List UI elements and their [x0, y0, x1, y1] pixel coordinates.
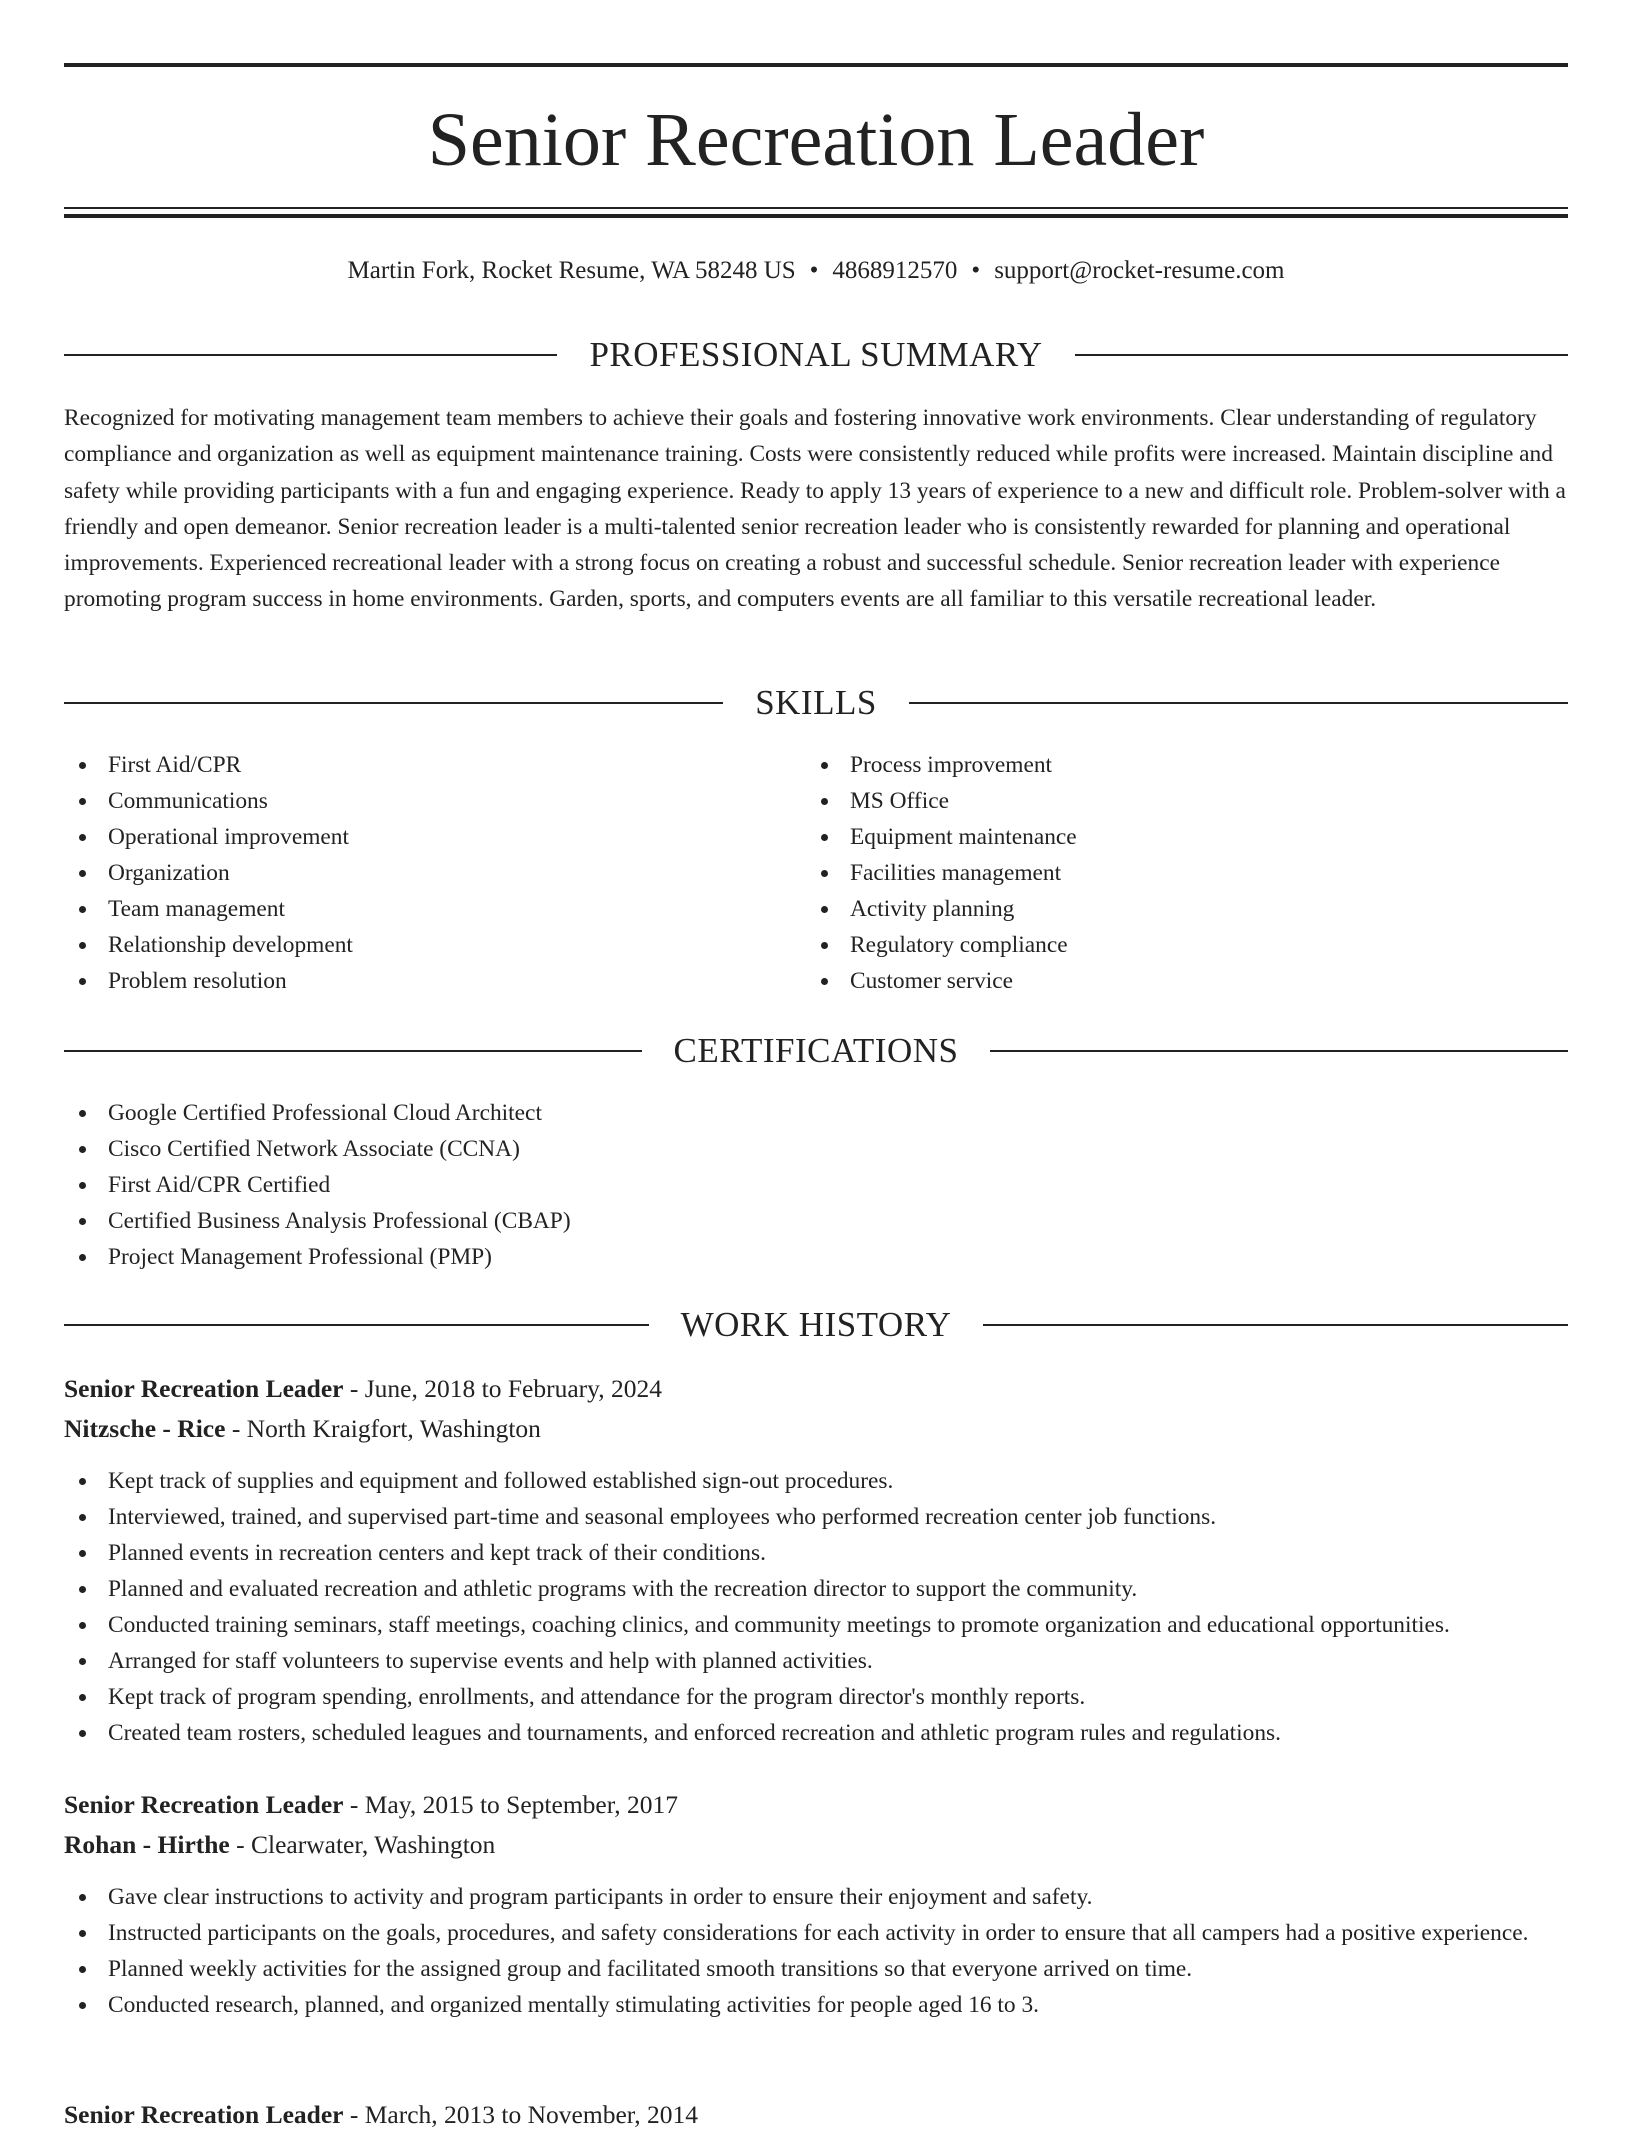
certification-item: Cisco Certified Network Associate (CCNA)	[64, 1131, 1568, 1167]
skills-heading	[64, 681, 1568, 725]
certification-item: Google Certified Professional Cloud Architect	[64, 1095, 1568, 1131]
certifications-heading	[64, 1029, 1568, 1073]
skills-list-left	[64, 747, 804, 999]
job-bullet: Planned and evaluated recreation and athletic programs with the recreation director to support the community.	[64, 1571, 1568, 1607]
job-dates: - May, 2015 to September, 2017	[343, 1790, 678, 1819]
certification-item: First Aid/CPR Certified	[64, 1167, 1568, 1203]
contact-line	[64, 254, 1568, 288]
summary-heading-text: PROFESSIONAL SUMMARY	[589, 335, 1043, 374]
job-dates: - June, 2018 to February, 2024	[343, 1374, 662, 1403]
job-company-line	[64, 1411, 1568, 1447]
skill-item: Process improvement	[806, 747, 1546, 783]
summary-heading	[64, 333, 1568, 377]
heading-rule-left	[64, 702, 723, 704]
header-top-rule	[64, 63, 1568, 67]
contact-phone: 4868912570	[832, 257, 958, 284]
contact-separator: •	[971, 257, 981, 284]
job-bullet: Arranged for staff volunteers to supervise events and help with planned activities.	[64, 1643, 1568, 1679]
job-bullet: Planned weekly activities for the assigned group and facilitated smooth transitions so that everyone arrived on time.	[64, 1951, 1568, 1987]
heading-rule-left	[64, 1050, 642, 1052]
job-bullet: Created team rosters, scheduled leagues and tournaments, and enforced recreation and athletic program rules and regulations.	[64, 1715, 1568, 1751]
work-history-heading	[64, 1303, 1568, 1347]
contact-separator: •	[809, 257, 819, 284]
heading-rule-right	[983, 1324, 1568, 1326]
skill-item: Customer service	[806, 963, 1546, 999]
certification-item: Certified Business Analysis Professional (CBAP)	[64, 1203, 1568, 1239]
job-location: - Clearwater, Washington	[229, 1830, 496, 1859]
skills-list-right	[806, 747, 1546, 999]
job-bullet: Kept track of program spending, enrollments, and attendance for the program director's monthly reports.	[64, 1679, 1568, 1715]
job-bullets	[64, 1463, 1568, 1751]
job-title-line	[64, 2097, 1568, 2133]
heading-rule-right	[909, 702, 1568, 704]
skill-item: Problem resolution	[64, 963, 804, 999]
skills-heading-text: SKILLS	[755, 683, 877, 722]
certification-item: Project Management Professional (PMP)	[64, 1239, 1568, 1275]
skill-item: Relationship development	[64, 927, 804, 963]
job-dates: - March, 2013 to November, 2014	[343, 2100, 699, 2129]
skill-item: Regulatory compliance	[806, 927, 1546, 963]
certifications-list	[64, 1095, 1568, 1275]
job-bullet: Gave clear instructions to activity and program participants in order to ensure their enjoyment and safety.	[64, 1879, 1568, 1915]
job-title-line	[64, 1371, 1568, 1407]
skill-item: Team management	[64, 891, 804, 927]
job-company: Rohan - Hirthe	[64, 1830, 230, 1859]
job-bullet: Conducted training seminars, staff meetings, coaching clinics, and community meetings to promote organization and educational opportunities.	[64, 1607, 1568, 1643]
skill-item: Facilities management	[806, 855, 1546, 891]
contact-email: support@rocket-resume.com	[994, 257, 1285, 284]
skill-item: MS Office	[806, 783, 1546, 819]
heading-rule-left	[64, 354, 557, 356]
job-bullets	[64, 1879, 1568, 2023]
job-title: Senior Recreation Leader	[64, 2100, 344, 2129]
certifications-heading-text: CERTIFICATIONS	[673, 1031, 959, 1070]
job-title-line	[64, 1787, 1568, 1823]
job-title: Senior Recreation Leader	[64, 1790, 344, 1819]
skill-item: Activity planning	[806, 891, 1546, 927]
skill-item: Organization	[64, 855, 804, 891]
skill-item: Equipment maintenance	[806, 819, 1546, 855]
job-bullet: Kept track of supplies and equipment and followed established sign-out procedures.	[64, 1463, 1568, 1499]
job-bullet: Conducted research, planned, and organized mentally stimulating activities for people aged 16 to 3.	[64, 1987, 1568, 2023]
job-bullet: Interviewed, trained, and supervised part-time and seasonal employees who performed recreation center job functions.	[64, 1499, 1568, 1535]
job-location: - North Kraigfort, Washington	[225, 1414, 541, 1443]
header-bottom-rule-2	[64, 214, 1568, 218]
resume-name: Senior Recreation Leader	[427, 98, 1205, 182]
skill-item: Communications	[64, 783, 804, 819]
work-history-heading-text: WORK HISTORY	[680, 1305, 952, 1344]
skill-item: Operational improvement	[64, 819, 804, 855]
skill-item: First Aid/CPR	[64, 747, 804, 783]
header-bottom-rule-1	[64, 207, 1568, 209]
job-company: Nitzsche - Rice	[64, 1414, 226, 1443]
contact-address: Martin Fork, Rocket Resume, WA 58248 US	[347, 257, 796, 284]
heading-rule-left	[64, 1324, 649, 1326]
job-title: Senior Recreation Leader	[64, 1374, 344, 1403]
summary-text: Recognized for motivating management team members to achieve their goals and fostering innovative work environments. Clear understanding of regulatory compliance and organization as well as equipment maintenance training. Costs were consistently reduced while profits were increased. Maintain discipline and safety while providing participants with a fun and engaging experience. Ready to apply 13 years of experience to a new and difficult role. Problem-solver with a friendly and open demeanor. Senior recreation leader is a multi-talented senior recreation leader who is consistently rewarded for planning and operational improvements. Experienced recreational leader with a strong focus on creating a robust and successful schedule. Senior recreation leader with experience promoting program success in home environments. Garden, sports, and computers events are all familiar to this versatile recreational leader.	[64, 405, 1566, 613]
heading-rule-right	[990, 1050, 1568, 1052]
job-company-line	[64, 1827, 1568, 1863]
job-bullet: Planned events in recreation centers and kept track of their conditions.	[64, 1535, 1568, 1571]
heading-rule-right	[1075, 354, 1568, 356]
job-bullet: Instructed participants on the goals, procedures, and safety considerations for each activity in order to ensure that all campers had a positive experience.	[64, 1915, 1568, 1951]
